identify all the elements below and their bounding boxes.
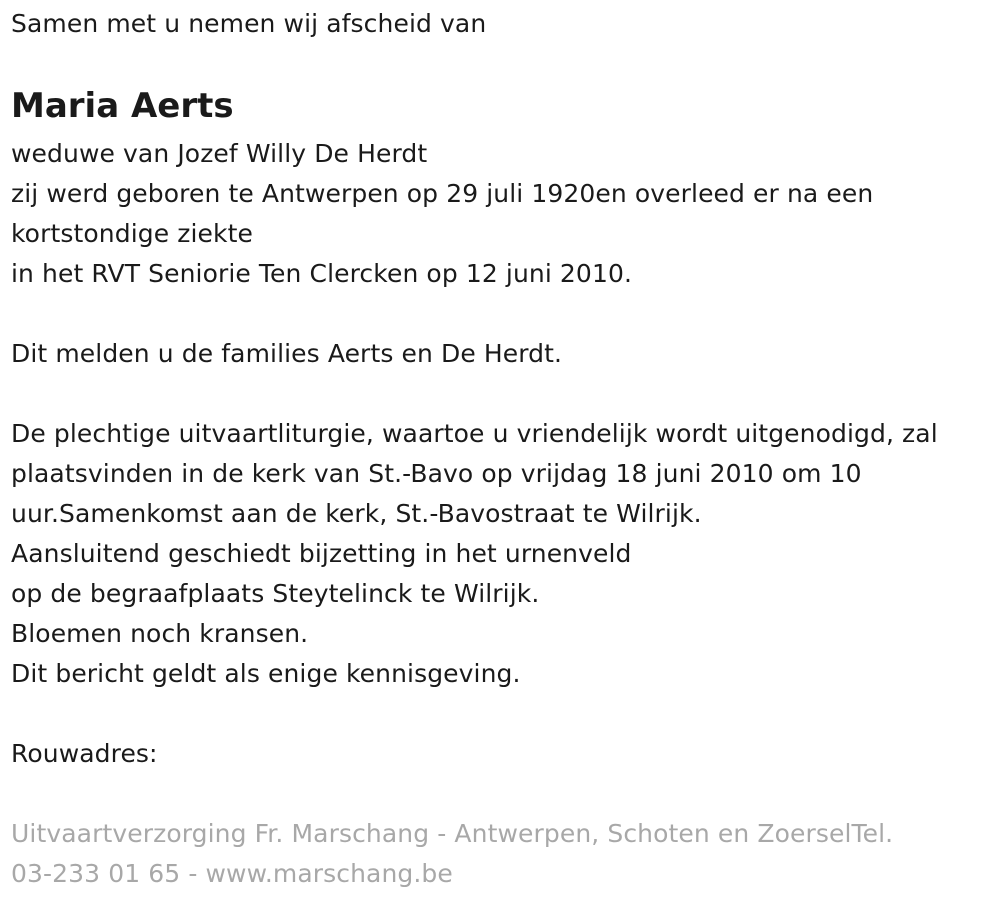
text-line: Aansluitend geschiedt bijzetting in het urnenveld <box>11 539 632 568</box>
funeral-home-line: Uitvaartverzorging Fr. Marschang - Antwerpen, Schoten en ZoerselTel. <box>11 819 894 848</box>
text-line: Bloemen noch kransen. <box>11 619 309 648</box>
text-line: De plechtige uitvaartliturgie, waartoe u vriendelijk wordt uitgenodigd, zal <box>11 419 938 448</box>
text-line: Dit melden u de families Aerts en De Herdt. <box>11 339 563 368</box>
text-line: uur.Samenkomst aan de kerk, St.-Bavostraat te Wilrijk. <box>11 499 702 528</box>
deceased-name: Maria Aerts <box>11 86 234 126</box>
text-line: weduwe van Jozef Willy De Herdt <box>11 139 428 168</box>
text-line: in het RVT Seniorie Ten Clercken op 12 juni 2010. <box>11 259 633 288</box>
funeral-home-contact: 03-233 01 65 - www.marschang.be <box>11 859 453 888</box>
text-line: op de begraafplaats Steytelinck te Wilrijk. <box>11 579 540 608</box>
address-label: Rouwadres: <box>11 739 158 768</box>
text-line: kortstondige ziekte <box>11 219 253 248</box>
text-line: zij werd geboren te Antwerpen op 29 juli 1920en overleed er na een <box>11 179 874 208</box>
intro-text: Samen met u nemen wij afscheid van <box>11 9 487 38</box>
text-line: Dit bericht geldt als enige kennisgeving. <box>11 659 521 688</box>
text-line: plaatsvinden in de kerk van St.-Bavo op vrijdag 18 juni 2010 om 10 <box>11 459 862 488</box>
